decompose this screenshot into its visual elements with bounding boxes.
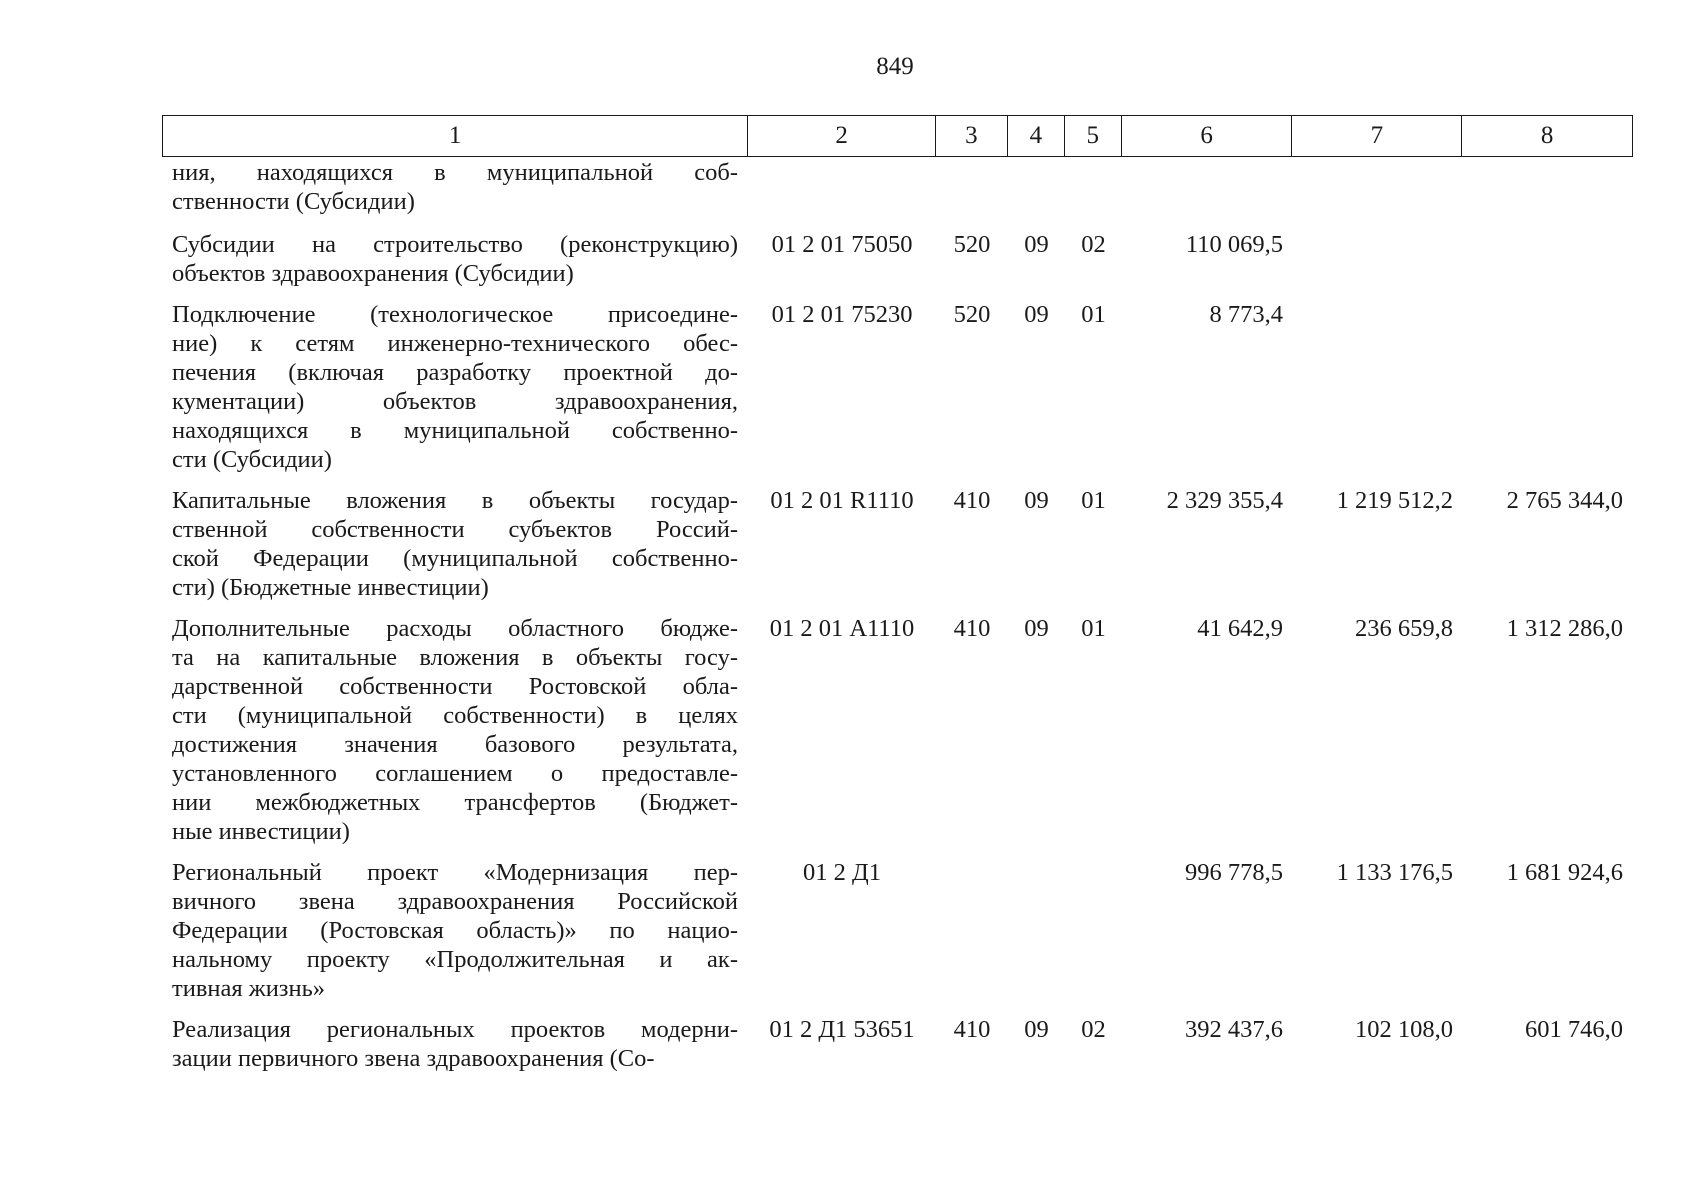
description-line: Капитальные вложения в объекты государ- [172,487,738,514]
row-code: 01 2 01 75230 [771,301,913,328]
description-line: сти (муниципальной собственности) в целях [172,702,738,729]
description-line: ской Федерации (муниципальной собственно- [172,545,738,572]
row-amount-7: 236 659,8 [1355,615,1453,642]
header-col-1: 1 [163,116,748,156]
row-col-4 [1008,158,1065,216]
description-line: Дополнительные расходы областного бюдже- [172,615,738,642]
row-code: 01 2 01 R1110 [770,487,914,514]
row-col-5 [1065,158,1122,216]
row-description [162,300,748,474]
header-col-5: 5 [1065,116,1122,156]
row-code: 01 2 01 75050 [771,231,913,258]
row-amount-7 [1293,158,1463,216]
description-line: кументации) объектов здравоохранения, [172,388,738,415]
row-code: 01 2 01 А1110 [769,615,915,642]
description-line: нии межбюджетных трансфертов (Бюджет- [172,789,738,816]
table-row [162,1015,1633,1073]
row-description [162,614,748,846]
row-amount-8 [1463,230,1633,288]
table-row [162,230,1633,288]
description-line: ные инвестиции) [172,818,350,845]
row-amount-8 [1463,158,1633,216]
row-amount-8: 2 765 344,0 [1506,487,1623,514]
row-amount-6: 996 778,5 [1185,859,1283,886]
header-col-8: 8 [1540,122,1554,149]
description-line: Реализация региональных проектов модерни- [172,1016,738,1043]
row-amount-7 [1293,230,1463,288]
description-line: установленного соглашением о предоставле- [172,760,738,787]
row-amount-7: 102 108,0 [1355,1016,1453,1043]
row-col-3: 410 [953,487,991,514]
description-line: ние) к сетям инженерно-технического обес- [172,330,738,357]
description-line: тивная жизнь» [172,975,326,1002]
row-col-4 [1008,858,1065,1003]
row-col-5: 02 [1081,231,1106,258]
row-amount-6: 110 069,5 [1185,231,1283,258]
description-line: та на капитальные вложения в объекты госу- [172,644,738,671]
description-line: находящихся в муниципальной собственно- [172,417,738,444]
row-col-5: 01 [1081,487,1106,514]
table-row [162,486,1633,602]
row-amount-6: 41 642,9 [1197,615,1283,642]
row-col-5: 02 [1081,1016,1106,1043]
description-line: объектов здравоохранения (Субсидии) [172,260,574,287]
row-amount-8 [1463,300,1633,474]
row-amount-8: 1 312 286,0 [1506,615,1623,642]
row-col-4: 09 [1024,231,1049,258]
description-line: сти) (Бюджетные инвестиции) [172,574,489,601]
row-amount-6: 2 329 355,4 [1166,487,1283,514]
row-amount-8: 1 681 924,6 [1506,859,1623,886]
row-amount-8: 601 746,0 [1525,1016,1623,1043]
table-row [162,614,1633,846]
row-col-3 [936,858,1008,1003]
row-col-4: 09 [1024,301,1049,328]
description-line: дарственной собственности Ростовской обла- [172,673,738,700]
row-col-5: 01 [1081,615,1106,642]
row-description [162,858,748,1003]
row-description [162,230,748,288]
header-col-2: 2 [748,116,936,156]
description-line: ственности (Субсидии) [172,188,415,215]
row-description [162,158,748,216]
header-col-6: 6 [1122,116,1293,156]
description-line: Субсидии на строительство (реконструкцию) [172,231,738,258]
row-description [162,486,748,602]
row-amount-6 [1122,158,1293,216]
description-line: Подключение (технологическое присоедине- [172,301,738,328]
row-amount-7: 1 219 512,2 [1336,487,1453,514]
row-col-5 [1065,858,1122,1003]
description-line: зации первичного звена здравоохранения (Со- [172,1045,655,1072]
table-body [162,158,1633,1085]
row-col-3: 520 [953,231,991,258]
row-col-4: 09 [1024,487,1049,514]
header-col-4: 4 [1008,116,1065,156]
table-row [162,158,1633,216]
description-line: ственной собственности субъектов Россий- [172,516,738,543]
row-amount-6: 392 437,6 [1185,1016,1283,1043]
description-line: Федерации (Ростовская область)» по нацио- [172,917,738,944]
header-col-7: 7 [1292,116,1462,156]
row-col-4: 09 [1024,1016,1049,1043]
row-col-4: 09 [1024,615,1049,642]
row-amount-7: 1 133 176,5 [1336,859,1453,886]
row-code [748,158,936,216]
description-line: вичного звена здравоохранения Российской [172,888,738,915]
row-code: 01 2 Д1 [803,859,881,886]
description-line: Региональный проект «Модернизация пер- [172,859,738,886]
page-number: 849 [876,53,914,80]
row-col-3: 410 [953,615,991,642]
row-amount-6: 8 773,4 [1209,301,1283,328]
table-row [162,858,1633,1003]
row-amount-7 [1293,300,1463,474]
description-line: достижения значения базового результата, [172,731,738,758]
row-col-3 [936,158,1008,216]
table-row [162,300,1633,474]
row-col-3: 410 [953,1016,991,1043]
description-line: сти (Субсидии) [172,446,332,473]
table-header [162,115,1633,157]
description-line: ния, находящихся в муниципальной соб- [172,159,738,186]
row-description [162,1015,748,1073]
row-col-5: 01 [1081,301,1106,328]
header-col-3: 3 [936,116,1008,156]
description-line: печения (включая разработку проектной до- [172,359,738,386]
description-line: нальному проекту «Продолжительная и ак- [172,946,738,973]
row-code: 01 2 Д1 53651 [769,1016,915,1043]
row-col-3: 520 [953,301,991,328]
